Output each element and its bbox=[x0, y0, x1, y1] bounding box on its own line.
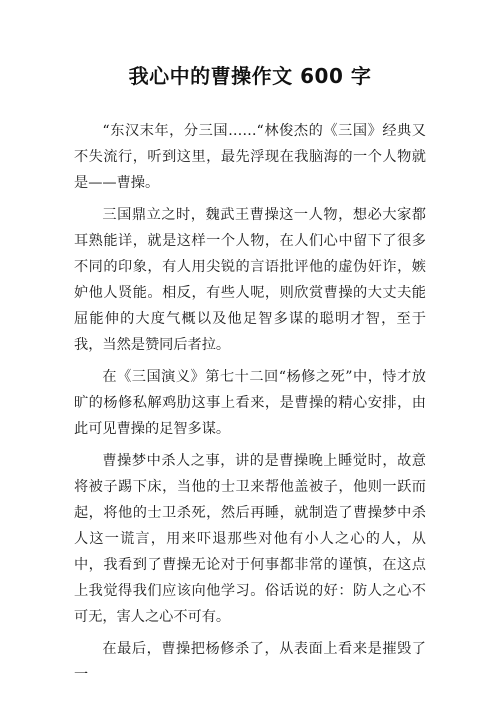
paragraph: “东汉末年，分三国……“林俊杰的《三国》经典又不失流行，听到这里，最先浮现在我脑海的一个人物就是——曹操。 bbox=[74, 123, 426, 191]
document-body bbox=[74, 118, 426, 694]
paragraph: 三国鼎立之时，魏武王曹操这一人物，想必大家都耳熟能详，就是这样一个人物，在人们心中留下了很多不同的印象，有人用尖锐的言语批评他的虚伪奸诈，嫉妒他人贤能。相反，有些人呢，则欣赏曹操的大丈夫能屈能伸的大度气概以及他足智多谋的聪明才智，至于我，当然是赞同后者拉。 bbox=[74, 207, 426, 353]
paragraph: 在《三国演义》第七十二回“杨修之死”中，恃才放旷的杨修私解鸡肋这事上看来，是曹操的精心安排，由此可见曹操的足智多谋。 bbox=[74, 369, 426, 437]
paragraph: 在最后，曹操把杨修杀了，从表面上看来是摧毁了一 bbox=[74, 641, 426, 683]
paragraph: 曹操梦中杀人之事，讲的是曹操晚上睡觉时，故意将被子踢下床，当他的士卫来帮他盖被子，他则一跃而起，将他的士卫杀死，然后再睡，就制造了曹操梦中杀人这一谎言，用来吓退那些对他有小人之心的人，从中，我看到了曹操无论对于何事都非常的谨慎，在这点上我觉得我们应该向他学习。俗话说的好：防人之心不可无，害人之心不可有。 bbox=[74, 453, 426, 625]
document-title: 我心中的曹操作文 600 字 bbox=[128, 64, 372, 88]
